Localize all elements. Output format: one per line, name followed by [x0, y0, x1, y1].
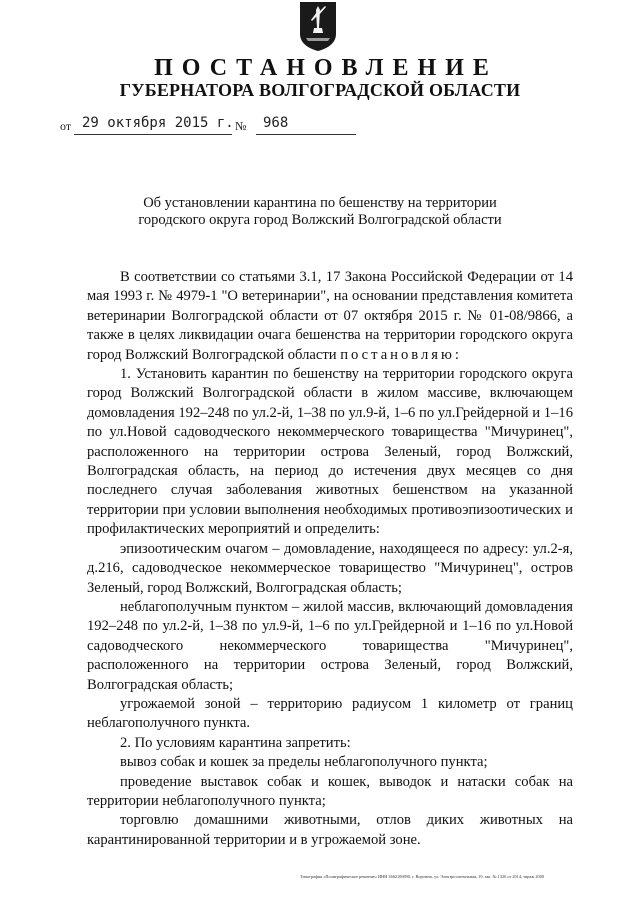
printer-footer: Типография «Полиграфическое решение» ИНН 3662106890, г. Воронеж, ул. Электросигнальная, 19, зак. № 1326 от 2014, тираж 2000: [300, 874, 544, 879]
preamble-paragraph: [87, 268, 573, 365]
item-1-threat-paragraph: угрожаемой зоной – территорию радиусом 1 километр от границ неблагополучного пункта.: [87, 695, 573, 732]
coat-of-arms-emblem: [298, 0, 338, 52]
decree-word: постановляю:: [340, 346, 462, 363]
item-1-paragraph: 1. Установить карантин по бешенству на территории городского округа город Волжский Волгоградской области в жилом массиве, включающем домовладения 192–248 по ул.2-й, 1–38 по ул.9-й, 1–6 по ул.Грейдерной и 1–16 по ул.Новой садоводческого некоммерческого товарищества "Мичуринец", расположенного на территории острова Зеленый, город Волжский, Волгоградская область, на период до истечения двух месяцев со дня последнего случая заболевания животных бешенством на указанной территории при условии выполнения необходимых противоэпизоотических и профилактических мероприятий и определить:: [87, 366, 573, 538]
date-underline: [74, 134, 232, 135]
number-label: №: [235, 119, 247, 133]
document-subtitle: ГУБЕРНАТОРА ВОЛГОГРАДСКОЙ ОБЛАСТИ: [119, 80, 521, 100]
decree-number: 968: [263, 115, 289, 131]
item-1-focus-paragraph: эпизоотическим очагом – домовладение, находящееся по адресу: ул.2-я, д.216, садоводческое некоммерческое товарищество "Мичуринец", остров Зеленый, город Волжский, Волгоградская область;: [87, 540, 573, 596]
decree-body: [87, 268, 573, 850]
item-1-unfavorable-paragraph: неблагополучным пунктом – жилой массив, включающий домовладения 192–248 по ул.2-й, 1–38 по ул.9-й, 1–6 по ул.Грейдерной и 1–16 по ул.Новой садоводческого некоммерческого товарищества "Мичуринец", расположенного на территории острова Зеленый, город Волжский, Волгоградская область;: [87, 598, 573, 693]
dateline: [60, 115, 360, 137]
decree-subject: [100, 195, 540, 229]
document-title: ПОСТАНОВЛЕНИЕ: [154, 55, 498, 81]
item-2-a-paragraph: вывоз собак и кошек за пределы неблагополучного пункта;: [120, 754, 488, 771]
date-label: от: [60, 119, 72, 133]
item-2-c-paragraph: торговлю домашними животными, отлов диких животных на карантинированной территории и в угрожаемой зоне.: [87, 812, 573, 848]
item-2-paragraph: 2. По условиям карантина запретить:: [120, 734, 351, 751]
number-underline: [256, 134, 356, 135]
subject-line: городского округа город Волжский Волгоградской области: [138, 212, 502, 228]
decree-date: 29 октября 2015 г.: [82, 115, 234, 131]
subject-line: Об установлении карантина по бешенству на территории: [143, 195, 497, 211]
item-2-b-paragraph: проведение выставок собак и кошек, выводок и натаски собак на территории неблагополучного пункта;: [87, 773, 573, 809]
preamble-text: В соответствии со статьями 3.1, 17 Закона Российской Федерации от 14 мая 1993 г. № 4979-1 "О ветеринарии", на основании представления комитета ветеринарии Волгоградской области от 07 октября 2015 г. № 01-08/9866, а также в целях ликвидации очага бешенства на территории городского округа город Волжский Волгоградской области: [87, 269, 573, 363]
